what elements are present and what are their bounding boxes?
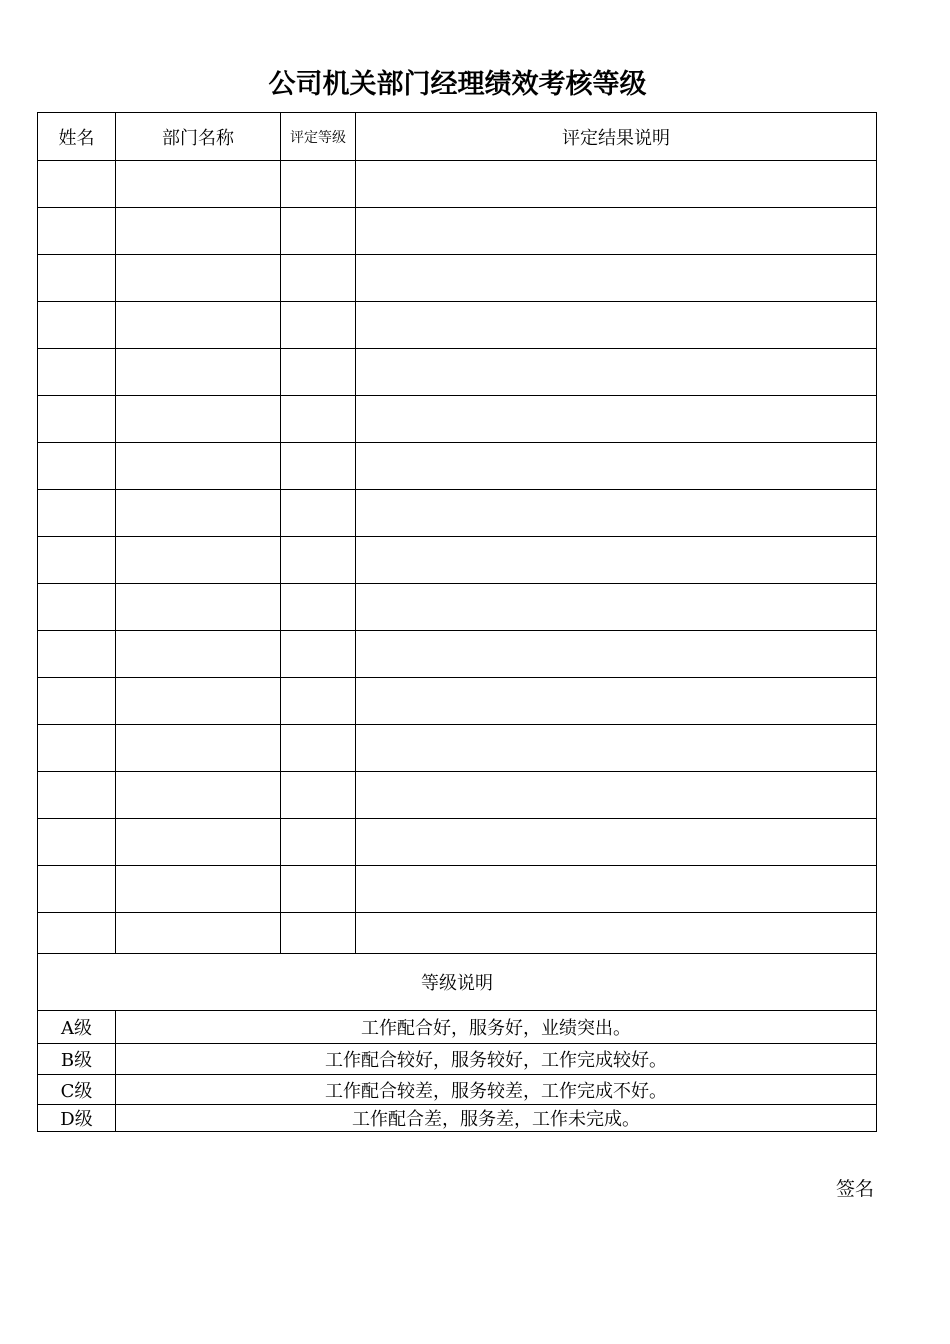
table-row [38,631,877,678]
department-cell[interactable] [116,161,281,208]
table-row [38,913,877,954]
name-cell[interactable] [38,537,116,584]
grade-cell[interactable] [281,866,356,913]
level-row [38,1075,877,1105]
name-cell[interactable] [38,255,116,302]
name-cell[interactable] [38,678,116,725]
result-cell[interactable] [356,396,877,443]
table-row [38,208,877,255]
grade-cell[interactable] [281,631,356,678]
level-row [38,1011,877,1044]
level-description: 工作配合较差，服务较差，工作完成不好。 [116,1075,877,1105]
table-row [38,490,877,537]
result-cell[interactable] [356,349,877,396]
header-row [38,113,877,161]
table-row [38,584,877,631]
grade-cell[interactable] [281,537,356,584]
name-cell[interactable] [38,866,116,913]
result-cell[interactable] [356,490,877,537]
grade-cell[interactable] [281,725,356,772]
grade-cell[interactable] [281,255,356,302]
table-row [38,161,877,208]
grade-cell[interactable] [281,302,356,349]
table-row [38,443,877,490]
result-cell[interactable] [356,537,877,584]
level-grade: B级 [38,1044,116,1075]
name-cell[interactable] [38,725,116,772]
department-cell[interactable] [116,819,281,866]
table-row [38,396,877,443]
result-cell[interactable] [356,161,877,208]
table-row [38,349,877,396]
result-cell[interactable] [356,866,877,913]
signature-label: 签名 [835,1178,874,1200]
department-cell[interactable] [116,537,281,584]
level-description: 工作配合差，服务差，工作未完成。 [116,1105,877,1132]
legend-title: 等级说明 [38,954,877,1011]
result-cell[interactable] [356,443,877,490]
name-cell[interactable] [38,819,116,866]
name-cell[interactable] [38,208,116,255]
level-row [38,1105,877,1132]
department-cell[interactable] [116,208,281,255]
grade-cell[interactable] [281,678,356,725]
name-cell[interactable] [38,302,116,349]
table-row [38,866,877,913]
name-cell[interactable] [38,396,116,443]
level-description: 工作配合较好，服务较好，工作完成较好。 [116,1044,877,1075]
name-cell[interactable] [38,631,116,678]
result-cell[interactable] [356,819,877,866]
header-result-description: 评定结果说明 [356,113,877,161]
result-cell[interactable] [356,725,877,772]
result-cell[interactable] [356,302,877,349]
grade-cell[interactable] [281,772,356,819]
department-cell[interactable] [116,396,281,443]
department-cell[interactable] [116,678,281,725]
table-row [38,678,877,725]
result-cell[interactable] [356,772,877,819]
result-cell[interactable] [356,255,877,302]
table-row [38,255,877,302]
grade-cell[interactable] [281,208,356,255]
level-row [38,1044,877,1075]
department-cell[interactable] [116,302,281,349]
header-name: 姓名 [38,113,116,161]
result-cell[interactable] [356,584,877,631]
legend-title-row [38,954,877,1011]
grade-cell[interactable] [281,396,356,443]
table-row [38,537,877,584]
department-cell[interactable] [116,913,281,954]
result-cell[interactable] [356,208,877,255]
name-cell[interactable] [38,913,116,954]
table-row [38,772,877,819]
header-grade: 评定等级 [281,113,356,161]
evaluation-table [37,112,877,1132]
grade-cell[interactable] [281,584,356,631]
grade-cell[interactable] [281,490,356,537]
department-cell[interactable] [116,584,281,631]
table-row [38,725,877,772]
header-department: 部门名称 [116,113,281,161]
department-cell[interactable] [116,866,281,913]
result-cell[interactable] [356,913,877,954]
result-cell[interactable] [356,631,877,678]
department-cell[interactable] [116,443,281,490]
name-cell[interactable] [38,584,116,631]
level-grade: C级 [38,1075,116,1105]
level-description: 工作配合好，服务好，业绩突出。 [116,1011,877,1044]
department-cell[interactable] [116,490,281,537]
name-cell[interactable] [38,349,116,396]
table-row [38,302,877,349]
name-cell[interactable] [38,161,116,208]
grade-cell[interactable] [281,819,356,866]
name-cell[interactable] [38,490,116,537]
page-title: 公司机关部门经理绩效考核等级 [268,69,647,100]
name-cell[interactable] [38,772,116,819]
level-grade: D级 [38,1105,116,1132]
level-grade: A级 [38,1011,116,1044]
department-cell[interactable] [116,255,281,302]
department-cell[interactable] [116,631,281,678]
grade-cell[interactable] [281,913,356,954]
grade-cell[interactable] [281,443,356,490]
department-cell[interactable] [116,725,281,772]
grade-cell[interactable] [281,161,356,208]
department-cell[interactable] [116,349,281,396]
name-cell[interactable] [38,443,116,490]
department-cell[interactable] [116,772,281,819]
table-row [38,819,877,866]
grade-cell[interactable] [281,349,356,396]
result-cell[interactable] [356,678,877,725]
